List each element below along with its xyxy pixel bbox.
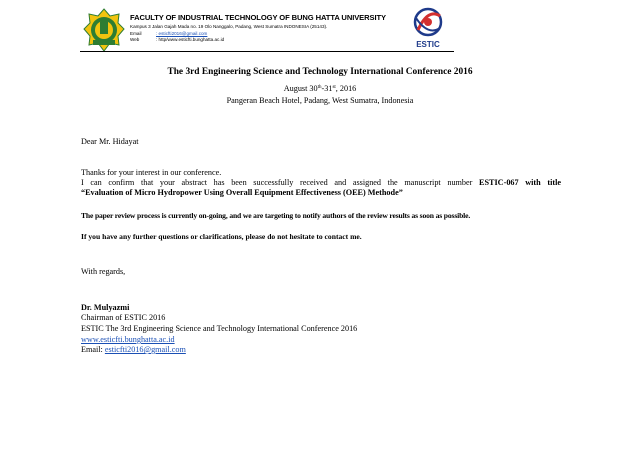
letterhead-email-link[interactable]: : esticfti2016@gmail.com (156, 30, 208, 36)
website-line (81, 335, 561, 344)
signer-role: Chairman of ESTIC 2016 (81, 313, 166, 322)
university-logo-icon (83, 8, 125, 52)
letterhead-text (130, 13, 405, 42)
paragraph-confirmation: I can confirm that your abstract has been successfully received and assigned the manuscript number ESTIC-067 with title (81, 178, 561, 187)
paragraph-contact: If you have any further questions or clarifications, please do not hesitate to contact me. (81, 232, 362, 241)
faculty-address: Kampus 3 Jalan Gajah Mada no. 19 Olo Nanggalo, Padang, West Sumatra INDONESIA (25143). (130, 24, 328, 29)
faculty-name: FACULTY OF INDUSTRIAL TECHNOLOGY OF BUNG HATTA UNIVERSITY (130, 13, 387, 22)
email-label: Email: (81, 345, 105, 354)
paragraph-review: The paper review process is currently on-going, and we are targeting to notify authors of the review results as soon as possible. (81, 211, 471, 220)
closing: With regards, (81, 267, 126, 276)
conference-venue: Pangeran Beach Hotel, Padang, West Sumatra, Indonesia (226, 96, 414, 105)
estic-logo-text: ESTIC (416, 40, 440, 49)
email-line (81, 345, 561, 354)
conference-title: The 3rd Engineering Science and Technology International Conference 2016 (167, 67, 473, 77)
paper-title: “Evaluation of Micro Hydropower Using Overall Equipment Effectiveness (OEE) Methode” (81, 188, 403, 197)
letterhead-email-row (130, 31, 405, 36)
signer-organization: ESTIC The 3rd Engineering Science and Technology International Conference 2016 (81, 324, 358, 333)
letterhead-web-label: Web (130, 37, 140, 42)
website-link[interactable]: www.esticfti.bunghatta.ac.id (81, 335, 175, 344)
paragraph-thanks: Thanks for your interest in our conference. (81, 168, 222, 177)
email-link[interactable]: esticfti2016@gmail.com (104, 345, 186, 354)
conference-date: August 30th-31st, 2016 (283, 84, 357, 93)
signer-name: Dr. Mulyazmi (81, 303, 130, 312)
letterhead-divider (80, 51, 454, 52)
salutation: Dear Mr. Hidayat (81, 137, 139, 146)
letterhead-web-value: : http/www.esticfti.bunghatta.ac.id (156, 37, 225, 42)
letterhead-web-row (130, 37, 405, 42)
letterhead-email-label: Email (130, 30, 142, 36)
letterhead (80, 6, 452, 54)
manuscript-number: ESTIC-067 with title (479, 178, 561, 187)
estic-logo-icon (410, 6, 446, 52)
